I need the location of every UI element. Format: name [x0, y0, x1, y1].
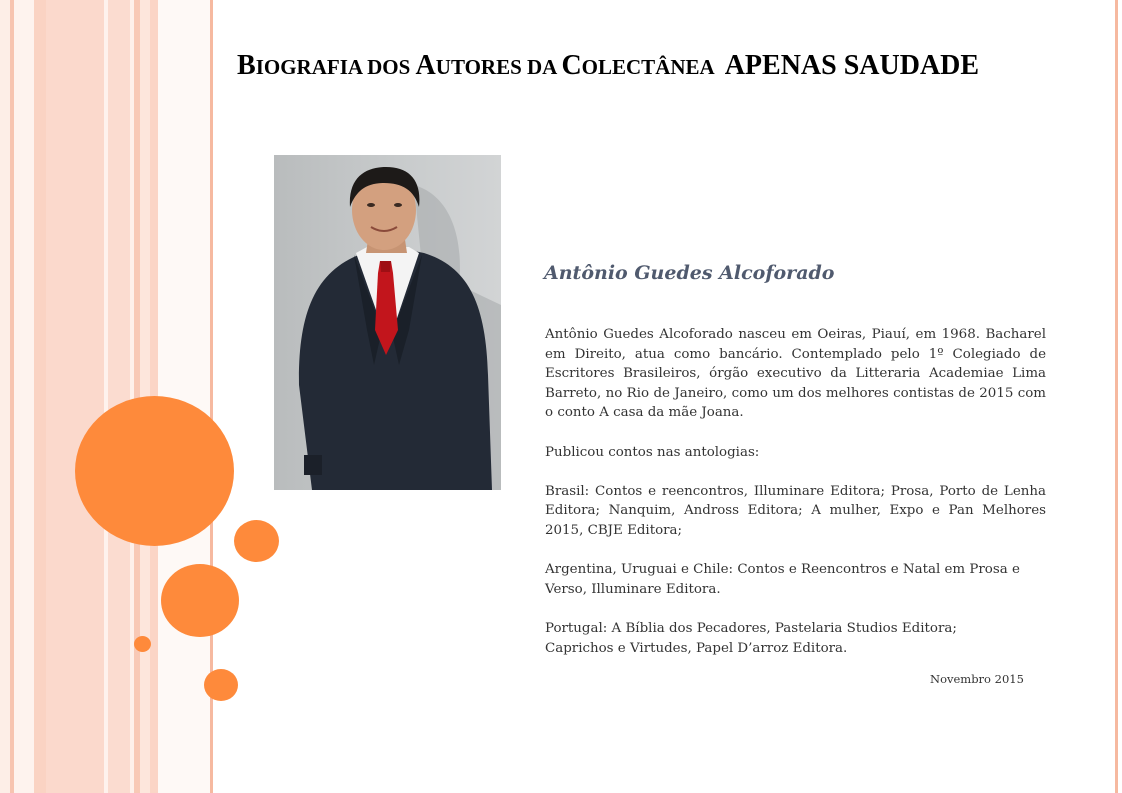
decorative-stripe [108, 0, 130, 793]
decorative-circle [75, 396, 234, 546]
author-photo [274, 155, 501, 490]
decorative-circle [161, 564, 239, 637]
anthology-portugal-line1: Portugal: A Bíblia dos Pecadores, Pastelaria Studios Editora; [545, 620, 957, 636]
bio-intro: Antônio Guedes Alcoforado nasceu em Oeiras, Piauí, em 1968. Bacharel em Direito, atua como bancário. Contemplado pelo 1º Colegiado de Escritores Brasileiros, órgão executivo da Litteraria Academiae Lima Barreto, no Rio de Janeiro, como um dos melhores contistas de 2015 com o conto A casa da mãe Joana. [545, 327, 1046, 421]
anthology-argentina: Argentina, Uruguai e Chile: Contos e Reencontros e Natal em Prosa e Verso, Illuminare Editora. [545, 562, 1020, 597]
page-title: BIOGRAFIA DOS AUTORES DA COLECTÂNEA APENAS SAUDADE [237, 50, 980, 81]
biography-text [545, 325, 1046, 678]
collection-title: APENAS SAUDADE [724, 50, 980, 81]
author-name: Antônio Guedes Alcoforado [544, 262, 835, 284]
decorative-circle [134, 636, 151, 652]
decorative-stripe [46, 0, 104, 793]
anthology-portugal-line2: Caprichos e Virtudes, Papel D’arroz Editora. [545, 640, 848, 656]
anthologies-heading: Publicou contos nas antologias: [545, 444, 760, 460]
date-label: Novembro 2015 [930, 672, 1024, 686]
decorative-circle [204, 669, 238, 701]
decorative-stripe [0, 0, 10, 793]
anthology-brasil: Brasil: Contos e reencontros, Illuminare Editora; Prosa, Porto de Lenha Editora; Nanquim, Andross Editora; A mulher, Expo e Pan Melhores 2015, CBJE Editora; [545, 483, 1046, 538]
anthology-portugal [545, 619, 1046, 658]
decorative-stripe [14, 0, 34, 793]
decorative-stripe [1115, 0, 1118, 793]
decorative-stripe [34, 0, 46, 793]
decorative-circle [234, 520, 279, 562]
